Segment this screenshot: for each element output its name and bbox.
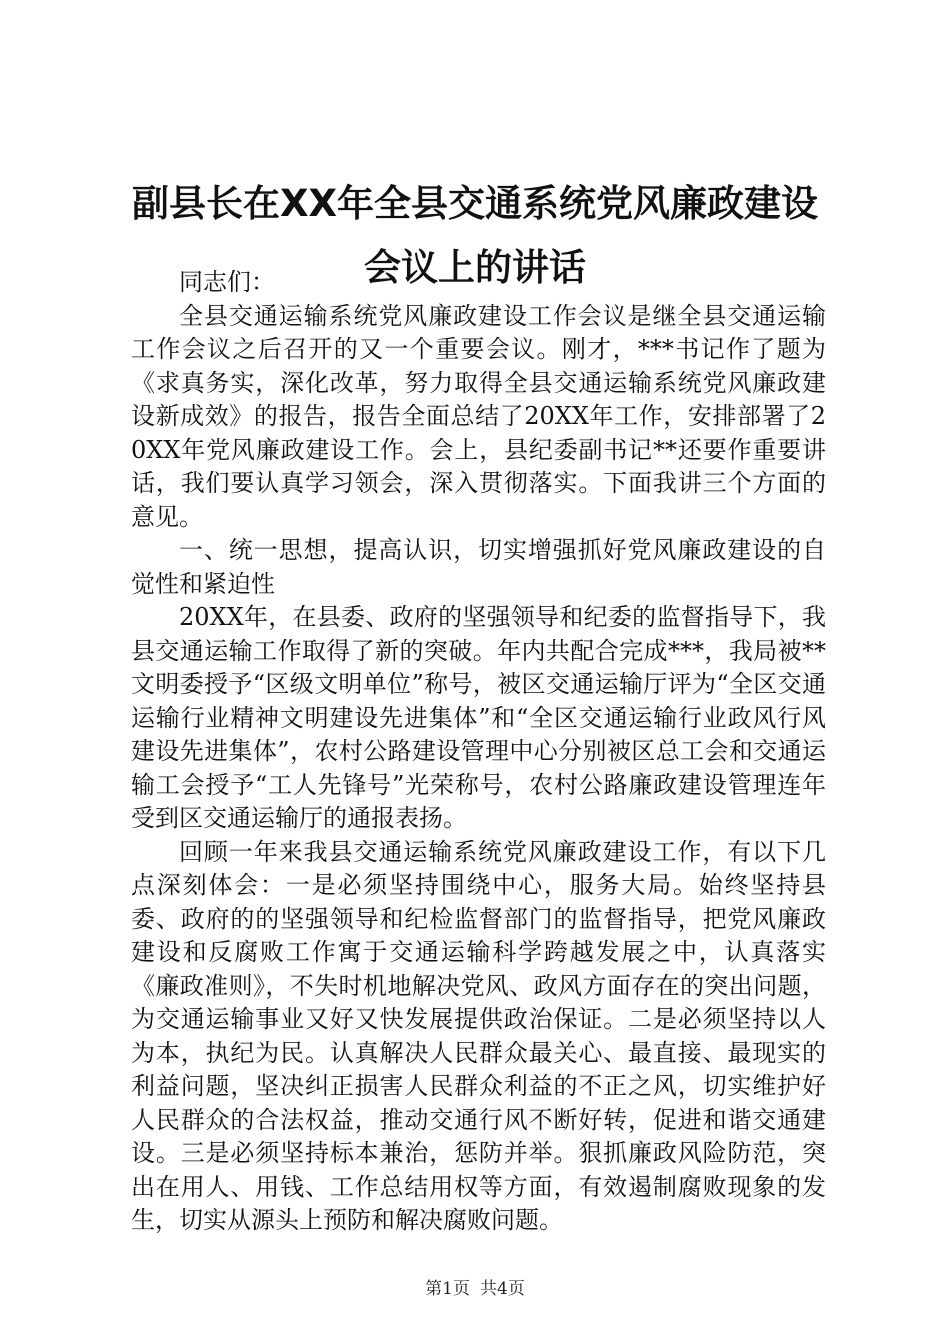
page-total: 共4页 (480, 1279, 525, 1299)
document-body (131, 266, 826, 1238)
paragraph-intro: 全县交通运输系统党风廉政建设工作会议是继全县交通运输工作会议之后召开的又一个重要会议。刚才，***书记作了题为《求真务实，深化改革，努力取得全县交通运输系统党风廉政建设新成效》的报告，报告全面总结了20XX年工作，安排部署了20XX年党风廉政建设工作。会上，县纪委副书记**还要作重要讲话，我们要认真学习领会，深入贯彻落实。下面我讲三个方面的意见。 (131, 301, 826, 531)
paragraph-review: 回顾一年来我县交通运输系统党风廉政建设工作，有以下几点深刻体会：一是必须坚持围绕中心，服务大局。始终坚持县委、政府的的坚强领导和纪检监督部门的监督指导，把党风廉政建设和反腐败工作寓于交通运输科学跨越发展之中，认真落实《廉政准则》，不失时机地解决党风、政风方面存在的突出问题，为交通运输事业又好又快发展提供政治保证。二是必须坚持以人为本，执纪为民。认真解决人民群众最关心、最直接、最现实的利益问题，坚决纠正损害人民群众利益的不正之风，切实维护好人民群众的合法权益，推动交通行风不断好转，促进和谐交通建设。三是必须坚持标本兼治，惩防并举。狠抓廉政风险防范，突出在用人、用钱、工作总结用权等方面，有效遏制腐败现象的发生，切实从源头上预防和解决腐败问题。 (131, 837, 826, 1234)
paragraph-achievements: 20XX年，在县委、政府的坚强领导和纪委的监督指导下，我县交通运输工作取得了新的突破。年内共配合完成***，我局被**文明委授予“区级文明单位”称号，被区交通运输厅评为“全区交通运输行业精神文明建设先进集体”和“全区交通运输行业政风行风建设先进集体”，农村公路建设管理中心分别被区总工会和交通运输工会授予“工人先锋号”光荣称号，农村公路廉政建设管理连年受到区交通运输厅的通报表扬。 (131, 603, 826, 832)
page-number: 第1页 (425, 1279, 470, 1299)
page-footer (0, 1278, 950, 1300)
section-heading-1: 一、统一思想，提高认识，切实增强抓好党风廉政建设的自觉性和紧迫性 (131, 536, 826, 598)
salutation: 同志们： (179, 268, 275, 296)
document-title: 副县长在XX年全县交通系统党风廉政建设会议上的讲话 (131, 182, 819, 289)
